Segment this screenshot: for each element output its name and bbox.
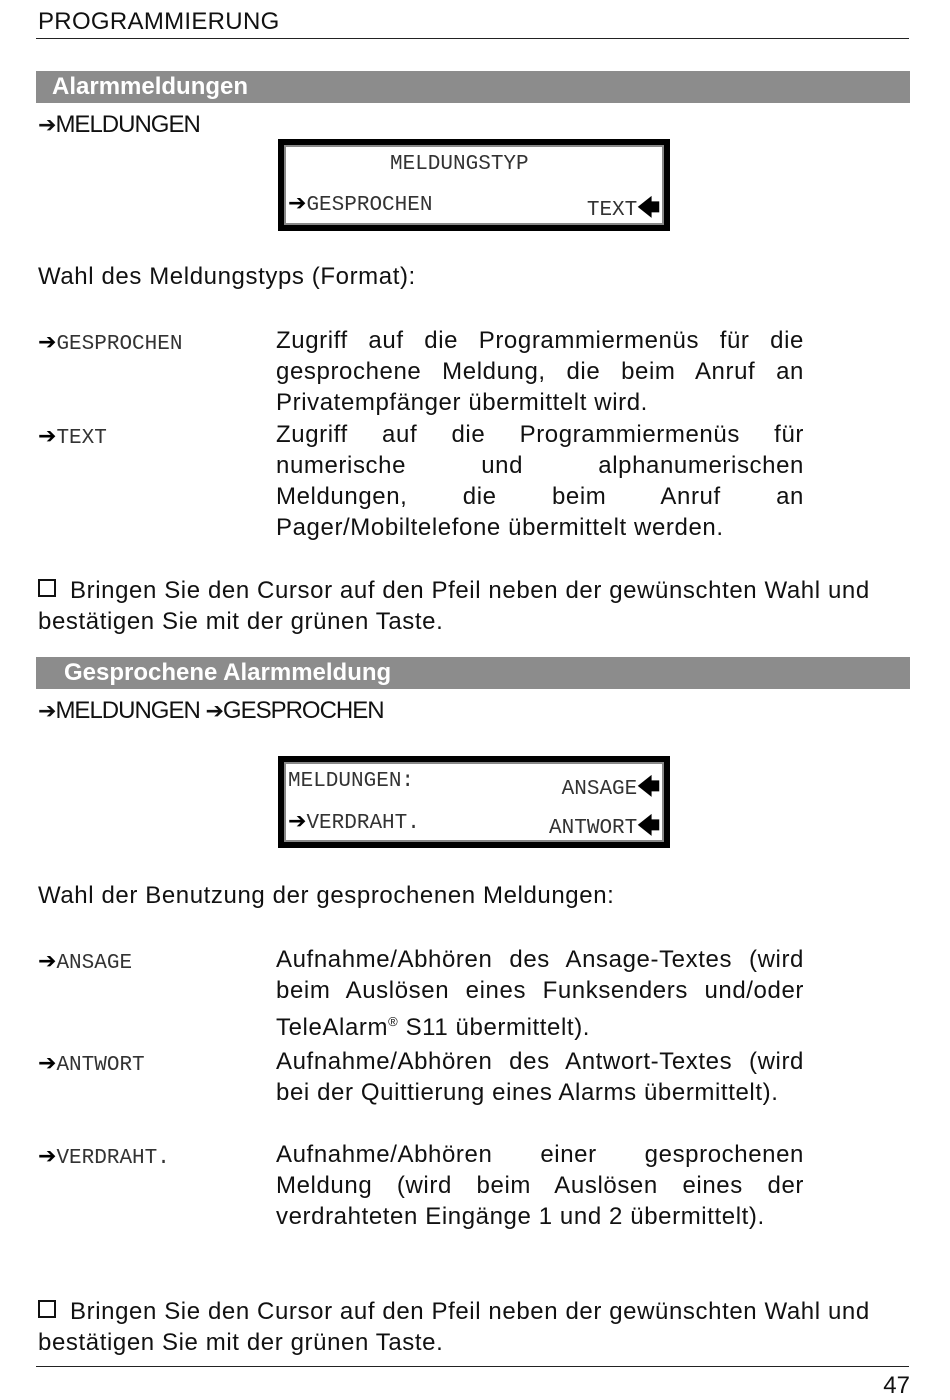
- instruction-note: [38, 575, 910, 637]
- menu-path-label: MELDUNGEN: [55, 111, 200, 138]
- intro-text: Wahl der Benutzung der gesprochenen Meldungen:: [38, 882, 615, 909]
- arrow-right-icon: ➔: [38, 1144, 57, 1169]
- arrow-left-icon: 🡄: [637, 196, 660, 221]
- lcd-option-verdraht[interactable]: [288, 809, 420, 835]
- option-description: [276, 944, 804, 1043]
- section-heading-alarmmeldungen: [36, 71, 910, 103]
- section-title: Alarmmeldungen: [52, 73, 249, 100]
- page-number: 47: [883, 1372, 910, 1399]
- arrow-right-icon: ➔: [288, 809, 307, 834]
- option-label-gesprochen: [38, 330, 182, 356]
- footer-divider: [36, 1366, 909, 1367]
- arrow-right-icon: ➔: [205, 699, 223, 724]
- lcd-option-label: GESPROCHEN: [306, 194, 433, 217]
- instruction-note: [38, 1296, 910, 1358]
- header-divider: [36, 38, 909, 39]
- lcd-display: [278, 139, 670, 231]
- option-description: Aufnahme/Abhören des Antwort-Textes (wird bei der Quittierung eines Alarms übermittelt).: [276, 1048, 804, 1106]
- lcd-option-label: TEXT: [586, 199, 638, 222]
- menu-path: [38, 111, 200, 139]
- checkbox-bullet-icon: [38, 579, 56, 597]
- option-label: TEXT: [56, 427, 107, 450]
- menu-path-label: GESPROCHEN: [222, 697, 384, 724]
- intro-text: Wahl des Meldungstyps (Format):: [38, 263, 416, 290]
- option-label: ANSAGE: [56, 952, 133, 975]
- option-label: ANTWORT: [56, 1054, 145, 1077]
- arrow-right-icon: ➔: [38, 424, 57, 449]
- option-description: Zugriff auf die Programmiermenüs für numerische und alphanumerischen Meldungen, die beim Anruf an Pager/Mobiltelefone übermittelt werden.: [276, 421, 804, 541]
- instruction-text: Bringen Sie den Cursor auf den Pfeil neben der gewünschten Wahl und bestätigen Sie mit der grünen Taste.: [38, 577, 870, 635]
- option-label: GESPROCHEN: [56, 333, 183, 356]
- checkbox-bullet-icon: [38, 1300, 56, 1318]
- arrow-left-icon: 🡄: [637, 775, 660, 800]
- option-label: VERDRAHT.: [56, 1147, 170, 1170]
- arrow-right-icon: ➔: [38, 113, 56, 138]
- instruction-text: Bringen Sie den Cursor auf den Pfeil neben der gewünschten Wahl und bestätigen Sie mit der grünen Taste.: [38, 1298, 870, 1356]
- arrow-right-icon: ➔: [38, 330, 57, 355]
- section-heading-gesprochene-alarmmeldung: [36, 657, 910, 689]
- option-label-antwort: [38, 1051, 145, 1077]
- lcd-option-gesprochen[interactable]: [288, 191, 432, 217]
- option-label-ansage: [38, 949, 132, 975]
- arrow-left-icon: 🡄: [637, 814, 660, 839]
- description-text: S11 übermittelt).: [398, 1014, 591, 1041]
- lcd-line-title: MELDUNGSTYP: [390, 153, 529, 176]
- lcd-heading: MELDUNGEN:: [288, 770, 415, 793]
- option-label-verdraht: [38, 1144, 170, 1170]
- option-label-text: [38, 424, 107, 450]
- menu-path: [38, 697, 384, 725]
- lcd-option-label: ANSAGE: [561, 778, 638, 801]
- lcd-option-label: VERDRAHT.: [306, 812, 420, 835]
- lcd-option-label: ANTWORT: [549, 817, 638, 840]
- description-text: Aufnahme/Abhören des Ansage-Textes (wird beim Auslösen eines Funksenders und/oder TeleAlarm: [276, 946, 804, 1041]
- page-header-title: PROGRAMMIERUNG: [38, 8, 280, 35]
- section-title: Gesprochene Alarmmeldung: [64, 659, 392, 686]
- option-description: Aufnahme/Abhören einer gesprochenen Meldung (wird beim Auslösen eines der verdrahteten Eingänge 1 und 2 übermittelt).: [276, 1141, 804, 1230]
- option-description: Zugriff auf die Programmiermenüs für die gesprochene Meldung, die beim Anruf an Privatempfänger übermittelt wird.: [276, 327, 804, 416]
- arrow-right-icon: ➔: [38, 1051, 57, 1076]
- menu-path-label: MELDUNGEN: [55, 697, 200, 724]
- lcd-option-antwort[interactable]: [549, 809, 660, 847]
- lcd-display: [278, 756, 670, 848]
- arrow-right-icon: ➔: [38, 949, 57, 974]
- lcd-option-ansage[interactable]: [562, 770, 660, 808]
- lcd-option-text[interactable]: [587, 191, 660, 229]
- registered-mark: ®: [388, 1014, 399, 1029]
- arrow-right-icon: ➔: [38, 699, 56, 724]
- arrow-right-icon: ➔: [288, 191, 307, 216]
